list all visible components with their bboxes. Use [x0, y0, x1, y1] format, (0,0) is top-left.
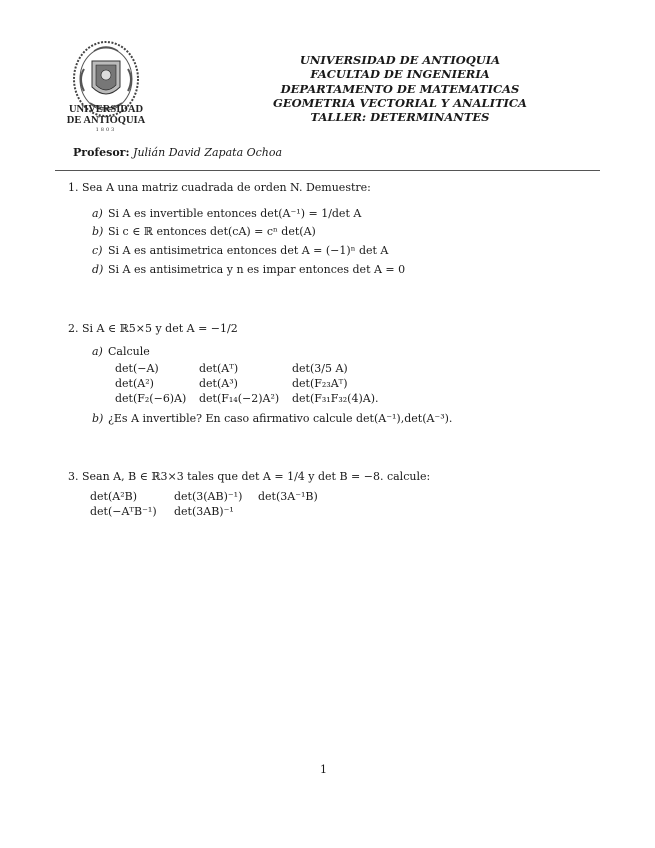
problem-1a-mark: a) [92, 207, 103, 220]
header-faculty: FACULTAD DE INGENIERIA [310, 67, 490, 81]
p2-grid-r2c2: det(A³) [199, 377, 238, 390]
p3-grid-r2c2: det(3AB)⁻¹ [174, 505, 234, 518]
logo-wordmark [58, 104, 154, 126]
p2-grid-r1c2: det(Aᵀ) [199, 362, 239, 375]
problem-1b-text: Si c ∈ ℝ entonces det(cA) = cⁿ det(A) [108, 225, 316, 238]
p2-grid-r2c3: det(F₂₃Aᵀ) [292, 377, 348, 390]
p2-grid-r1c3: det(3/5 A) [292, 362, 348, 375]
problem-2a-text: Calcule [108, 345, 150, 358]
problem-1c-mark: c) [92, 244, 103, 257]
logo-wordmark-line-2: DE ANTIOQUIA [66, 115, 146, 126]
header-department: DEPARTAMENTO DE MATEMATICAS [280, 82, 520, 96]
header-divider [55, 170, 600, 171]
p3-grid-r2c1: det(−AᵀB⁻¹) [90, 505, 157, 518]
problem-2b-mark: b) [92, 412, 104, 425]
logo-year: 1803 [95, 127, 117, 133]
logo-wordmark-line-1: UNIVERSIDAD [68, 104, 144, 115]
problem-1d-mark: d) [92, 263, 104, 276]
p2-grid-r3c3: det(F₃₁F₃₂(4)A). [292, 392, 379, 405]
p2-grid-r2c1: det(A²) [115, 377, 154, 390]
p2-grid-r3c1: det(F₂(−6)A) [115, 392, 187, 405]
professor-name: Julián David Zapata Ochoa [133, 146, 283, 159]
p2-grid-r3c2: det(F₁₄(−2)A²) [199, 392, 280, 405]
problem-2a-mark: a) [92, 345, 103, 358]
problem-1a-text: Si A es invertible entonces det(A⁻¹) = 1/det A [108, 207, 362, 220]
problem-2-stem: 2. Si A ∈ ℝ5×5 y det A = −1/2 [68, 322, 238, 335]
page-number: 1 [320, 763, 327, 776]
problem-3-stem: 3. Sean A, B ∈ ℝ3×3 tales que det A = 1/4 y det B = −8. calcule: [68, 470, 431, 483]
header-university: UNIVERSIDAD DE ANTIOQUIA [299, 53, 501, 67]
professor-line [73, 146, 282, 159]
p3-grid-r1c2: det(3(AB)⁻¹) [174, 490, 243, 503]
problem-1b-mark: b) [92, 225, 104, 238]
p2-grid-r1c1: det(−A) [115, 362, 159, 375]
p3-grid-r1c3: det(3A⁻¹B) [258, 490, 318, 503]
p3-grid-r1c1: det(A²B) [90, 490, 137, 503]
problem-2b-text: ¿Es A invertible? En caso afirmativo calcule det(A⁻¹),det(A⁻³). [108, 412, 453, 425]
problem-1-stem: 1. Sea A una matriz cuadrada de orden N. Demuestre: [68, 181, 371, 194]
header-workshop-title: TALLER: DETERMINANTES [310, 110, 490, 124]
problem-1d-text: Si A es antisimetrica y n es impar entonces det A = 0 [108, 263, 406, 276]
professor-label: Profesor: [73, 146, 130, 159]
header-course: GEOMETRIA VECTORIAL Y ANALITICA [273, 96, 527, 110]
problem-1c-text: Si A es antisimetrica entonces det A = (−1)ⁿ det A [108, 244, 389, 257]
